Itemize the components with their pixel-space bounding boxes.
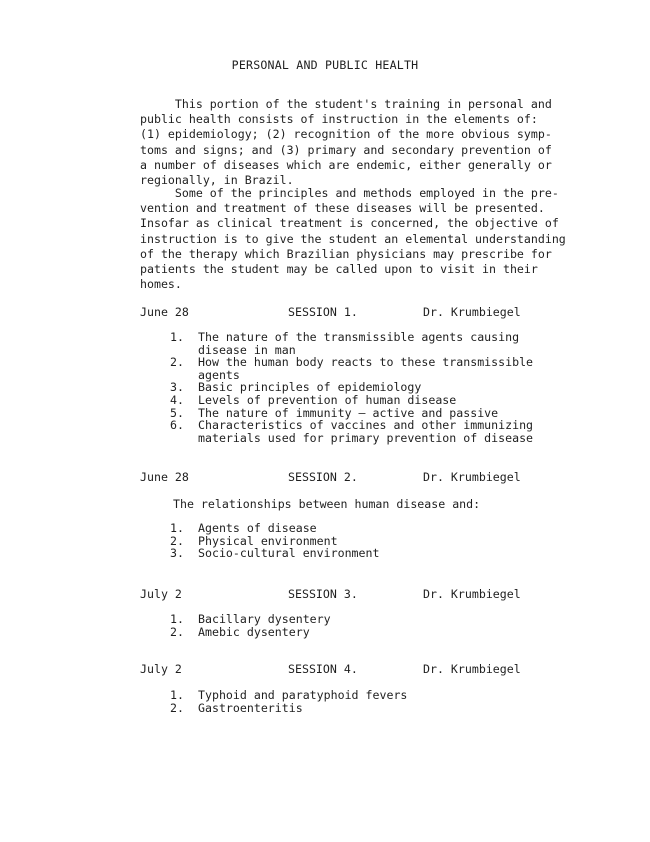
session-date: June 28 [140, 305, 189, 319]
session-instructor: Dr. Krumbiegel [423, 305, 521, 319]
session-date: July 2 [140, 662, 182, 676]
principles-paragraph: Some of the principles and methods employed in the pre- vention and treatment of these diseases will be presented. Insofar as clinical treatment is concerned, the objective of instruction is to give the student an elemental understanding of the therapy which Brazilian physicians may prescribe for patients the student may be called upon to visit in their homes. [140, 186, 566, 292]
session-label: SESSION 2. [288, 470, 358, 484]
session-4-header [140, 662, 540, 678]
session-label: SESSION 1. [288, 305, 358, 319]
session-instructor: Dr. Krumbiegel [423, 587, 521, 601]
list-item: 2. Amebic dysentery [170, 624, 310, 639]
session-label: SESSION 4. [288, 662, 358, 676]
session-date: June 28 [140, 470, 189, 484]
intro-paragraph: This portion of the student's training in personal and public health consists of instruction in the elements of: (1) epidemiology; (2) recognition of the more obvious symp- toms and signs; and (3) primary and secondary prevention of a number of diseases which are endemic, either generally or regionally, in Brazil. [140, 97, 552, 188]
list-item: 6. Characteristics of vaccines and other immunizing materials used for primary prevention of disease [170, 418, 534, 445]
session-3-header [140, 587, 540, 603]
list-item: 1. Typhoid and paratyphoid fevers [170, 688, 408, 702]
list-item: 1. Agents of disease [170, 521, 317, 535]
session-3-topics [170, 613, 530, 638]
session-1-topics [170, 330, 534, 445]
list-item: 5. The nature of immunity — active and passive [170, 405, 499, 420]
session-4-topics [170, 689, 530, 714]
document-title: PERSONAL AND PUBLIC HEALTH [231, 58, 419, 72]
session-instructor: Dr. Krumbiegel [423, 470, 521, 484]
list-item: 3. Basic principles of epidemiology [170, 380, 422, 395]
session-2-header [140, 470, 540, 486]
list-item: 1. The nature of the transmissible agents causing disease in man [170, 330, 520, 357]
list-item: 2. How the human body reacts to these transmissible agents [170, 355, 534, 382]
session-1-header [140, 305, 540, 321]
list-item: 3. Socio-cultural environment [170, 546, 380, 561]
list-item: 2. Gastroenteritis [170, 700, 303, 715]
session-2-intro: The relationships between human disease and: [173, 497, 481, 511]
list-item: 1. Bacillary dysentery [170, 612, 331, 626]
session-date: July 2 [140, 587, 182, 601]
session-instructor: Dr. Krumbiegel [423, 662, 521, 676]
session-label: SESSION 3. [288, 587, 358, 601]
session-2-topics [170, 522, 530, 560]
list-item: 4. Levels of prevention of human disease [170, 392, 457, 407]
list-item: 2. Physical environment [170, 533, 338, 548]
